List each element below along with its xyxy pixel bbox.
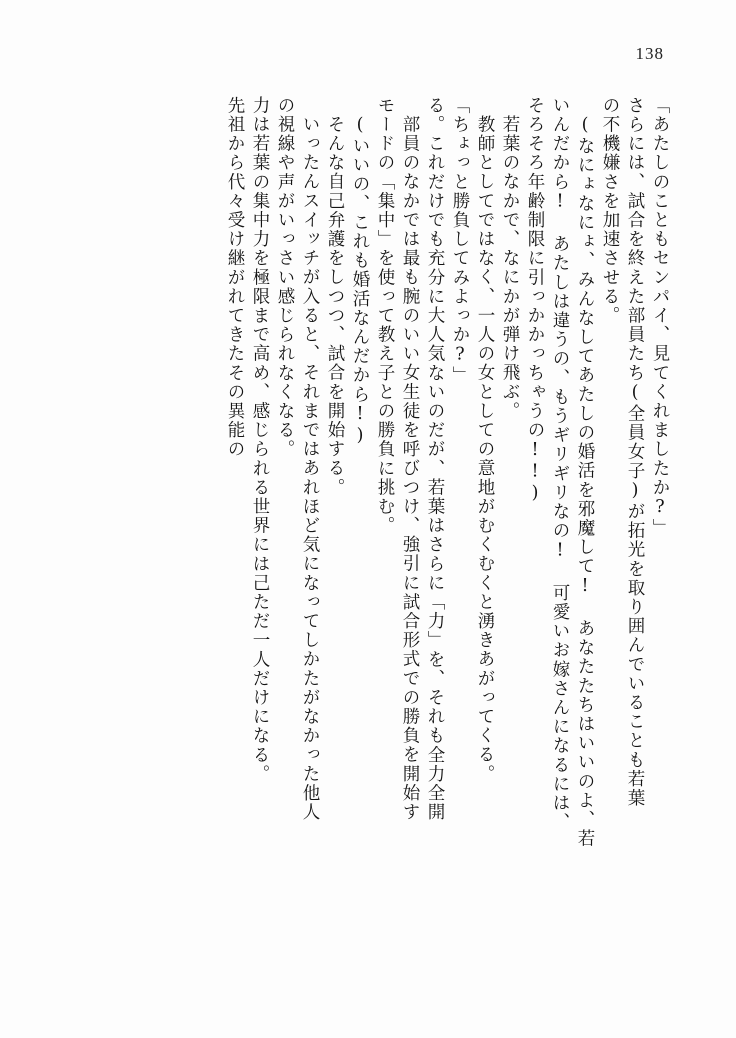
text-line: 教師としてではなく、一人の女としての意地がむくむくと湧きあがってくる。 — [475, 115, 495, 784]
text-line: 若葉のなかで、なにかが弾け飛ぶ。 — [500, 115, 520, 421]
text-line: そんな自己弁護をしつつ、試合を開始する。 — [325, 115, 345, 497]
text-line: 先祖から代々受け継がれてきたその異能の — [225, 96, 245, 459]
text-line: いんだから! あたしは違うの、もうギリギリなの! 可愛いお嫁さんになるには、 — [550, 96, 570, 832]
text-line: の視線や声がいっさい感じられなくなる。 — [275, 96, 295, 459]
text-line: さらには、試合を終えた部員たち(全員女子)が拓光を取り囲んでいることも若葉 — [625, 96, 645, 808]
text-line: (いいの、これも婚活なんだから!) — [350, 115, 370, 448]
text-line: 部員のなかでは最も腕のいい女生徒を呼びつけ、強引に試合形式での勝負を開始す — [400, 115, 420, 822]
text-line: 「あたしのこともセンパイ、見てくれましたか?」 — [650, 96, 670, 538]
text-line: の不機嫌さを加速させる。 — [600, 96, 620, 326]
text-line: 「ちょっと勝負してみよっか?」 — [450, 96, 470, 385]
text-line: モードの「集中」を使って教え子との勝負に挑む。 — [375, 96, 395, 536]
text-line: 力は若葉の集中力を極限まで高め、感じられる世界には己ただ一人だけになる。 — [250, 96, 270, 784]
text-line: (なにょなにょ、みんなしてあたしの婚活を邪魔して! あなたたちはいいのよ、若 — [575, 115, 595, 849]
text-line: そろそろ年齢制限に引っかかっちゃうの!!) — [525, 96, 545, 505]
body-text — [96, 96, 672, 946]
text-line: いったんスイッチが入ると、それまではあれほど気になってしかたがなかった他人 — [300, 115, 320, 822]
page-number: 138 — [635, 44, 664, 63]
text-line: る。これだけでも充分に大人気ないのだが、若葉はさらに「力」を、それも全力全開 — [425, 96, 445, 822]
